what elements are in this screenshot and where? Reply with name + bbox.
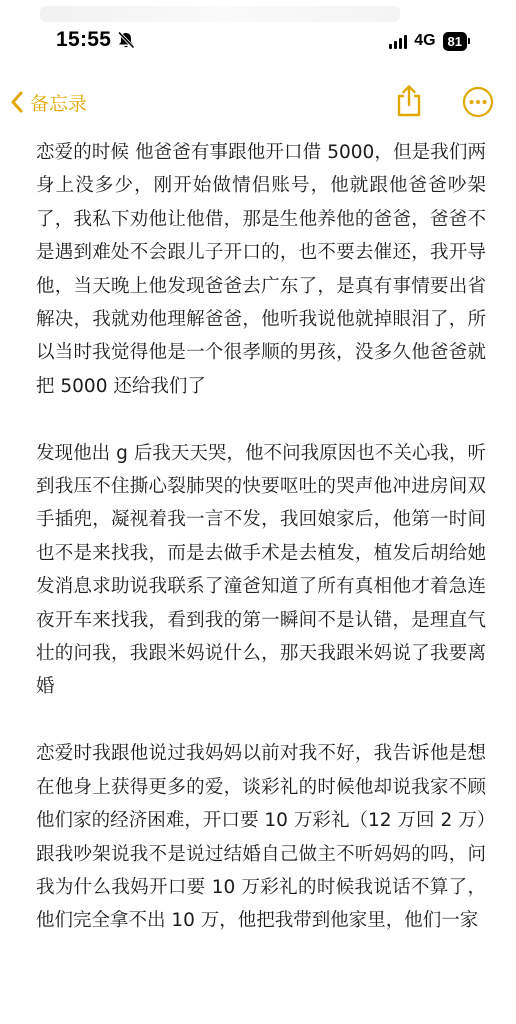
status-time: 15:55 (56, 28, 112, 51)
signal-icon (389, 33, 407, 49)
more-button[interactable] (462, 86, 494, 118)
share-button[interactable] (394, 84, 424, 118)
network-type: 4G (414, 32, 436, 49)
share-icon (394, 103, 424, 122)
status-bar (0, 0, 516, 80)
navigation-bar (0, 80, 516, 124)
note-paragraph: 发现他出 g 后我天天哭，他不问我原因也不关心我，听到我压不住撕心裂肺哭的快要呕吐的哭声他冲进房间双手插兜，凝视着我一言不发，我回娘家后，他第一时间也不是来找我，而是去做手术是去植发，植发后胡给她发消息求助说我联系了潼爸知道了所有真相他才着急连夜开车来找我，看到我的第一瞬间不是认错，是理直气壮的问我，我跟米妈说什么，那天我跟米妈说了我要离婚 (36, 442, 486, 698)
ellipsis-circle-icon (462, 103, 494, 122)
note-content[interactable] (36, 136, 486, 971)
battery-cap (468, 38, 470, 44)
bell-slash-icon (116, 31, 136, 49)
back-label: 备忘录 (30, 92, 88, 115)
blurred-overlay (40, 6, 400, 22)
chevron-left-icon (10, 91, 24, 113)
status-indicators (389, 30, 470, 52)
note-paragraph: 恋爱时我跟他说过我妈妈以前对我不好，我告诉他是想在他身上获得更多的爱，谈彩礼的时候他却说我家不顾他们家的经济困难，开口要 10 万彩礼（12 万回 2 万）跟我吵架说我不是说过结婚自己做主不听妈妈的吗，问我为什么我妈开口要 10 万彩礼的时候我说话不算了，他们完全拿不出 10 万，他把我带到他家里，他们一家 (36, 743, 486, 932)
battery-icon: 81 (443, 32, 467, 51)
note-paragraph: 恋爱的时候 他爸爸有事跟他开口借 5000，但是我们两身上没多少，刚开始做情侣账号，他就跟他爸爸吵架了，我私下劝他让他借，那是生他养他的爸爸，爸爸不是遇到难处不会跟儿子开口的，也不要去催还，我开导他，当天晚上他发现爸爸去广东了，是真有事情要出省解决，我就劝他理解爸爸，他听我说他就掉眼泪了，所以当时我觉得他是一个很孝顺的男孩，没多久他爸爸就把 5000 还给我们了 (36, 142, 486, 397)
back-button[interactable] (10, 86, 87, 118)
